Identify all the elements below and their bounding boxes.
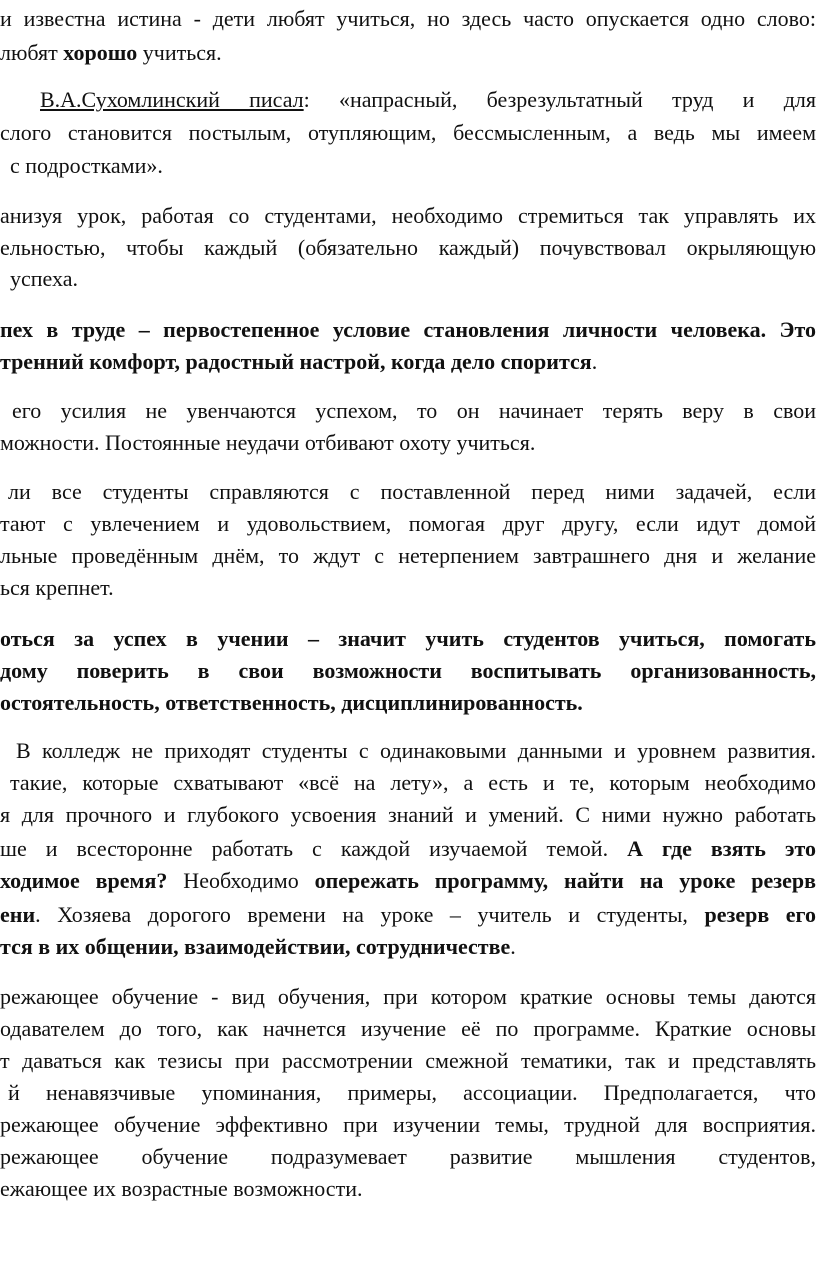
text-line: такие, которые схватывают «всё на лету», а есть и те, которым необходимо: [10, 770, 816, 795]
text-run: . Хозяева дорогого времени на уроке – учитель и студенты,: [35, 902, 705, 927]
text-line: его усилия не увенчаются успехом, то он начинает терять веру в свои: [12, 398, 816, 423]
text-line: В колледж не приходят студенты с одинаковыми данными и уровнем развития.: [16, 738, 816, 763]
text-line: режающее обучение эффективно при изучении темы, трудной для восприятия.: [0, 1112, 816, 1137]
text-line: [0, 866, 816, 896]
text-line: [0, 834, 816, 864]
text-line: льные проведённым днём, то ждут с нетерпением завтрашнего дня и желание: [0, 543, 816, 568]
text-line: [0, 900, 816, 930]
text-run: любят: [0, 40, 64, 65]
text-run: .: [510, 934, 516, 959]
text-line: т даваться как тезисы при рассмотрении смежной тематики, так и представлять: [0, 1048, 816, 1073]
bold-text: ени: [0, 902, 36, 927]
text-run: ше и всесторонне работать с каждой изучаемой темой.: [0, 836, 628, 861]
bold-text: ходимое время?: [0, 868, 168, 893]
text-line: я для прочного и глубокого усвоения знаний и умений. С ними нужно работать: [0, 802, 816, 827]
bold-text: А где взять это: [627, 836, 816, 861]
underlined-author: В.А.Сухомлинский писал: [40, 87, 304, 112]
text-line: режающее обучение подразумевает развитие мышления студентов,: [0, 1144, 816, 1169]
text-line: ли все студенты справляются с поставленной перед ними задачей, если: [8, 479, 816, 504]
text-line: с подростками».: [10, 153, 163, 178]
text-line: анизуя урок, работая со студентами, необходимо стремиться так управлять их: [0, 203, 816, 228]
text-run: Необходимо: [167, 868, 315, 893]
text-line: ься крепнет.: [0, 575, 114, 600]
text-line: и известна истина - дети любят учиться, но здесь часто опускается одно слово:: [0, 6, 816, 31]
text-line: можности. Постоянные неудачи отбивают охоту учиться.: [0, 430, 536, 455]
text-line: успеха.: [10, 266, 78, 291]
text-run: : «напрасный, безрезультатный труд и для: [303, 87, 816, 112]
text-line: одавателем до того, как начнется изучение её по программе. Краткие основы: [0, 1016, 816, 1041]
bold-text: хорошо: [63, 40, 138, 65]
bold-text: резерв его: [704, 902, 816, 927]
bold-text-line: остоятельность, ответственность, дисциплинированность.: [0, 690, 583, 715]
text-run: учиться.: [137, 40, 222, 65]
bold-text: тренний комфорт, радостный настрой, когда дело спорится: [0, 349, 592, 374]
bold-text-line: дому поверить в свои возможности воспитывать организованность,: [0, 658, 816, 683]
bold-text: опережать программу, найти на уроке резерв: [314, 868, 816, 893]
text-line: й ненавязчивые упоминания, примеры, ассоциации. Предполагается, что: [8, 1080, 816, 1105]
text-line: ельностью, чтобы каждый (обязательно каждый) почувствовал окрыляющую: [0, 235, 816, 260]
text-line: [0, 38, 816, 68]
text-line: [0, 347, 816, 377]
bold-text-line: оться за успех в учении – значит учить студентов учиться, помогать: [0, 626, 816, 651]
text-line: [40, 85, 816, 115]
text-line: ежающее их возрастные возможности.: [0, 1176, 363, 1201]
text-run: .: [591, 349, 598, 374]
text-line: слого становится постылым, отупляющим, бессмысленным, а ведь мы имеем: [0, 120, 816, 145]
bold-text: тся в их общении, взаимодействии, сотрудничестве: [0, 934, 511, 959]
bold-text-line: пех в труде – первостепенное условие становления личности человека. Это: [0, 317, 816, 342]
text-line: [0, 932, 816, 962]
text-line: режающее обучение - вид обучения, при котором краткие основы темы даются: [0, 984, 816, 1009]
text-line: тают с увлечением и удовольствием, помогая друг другу, если идут домой: [0, 511, 816, 536]
